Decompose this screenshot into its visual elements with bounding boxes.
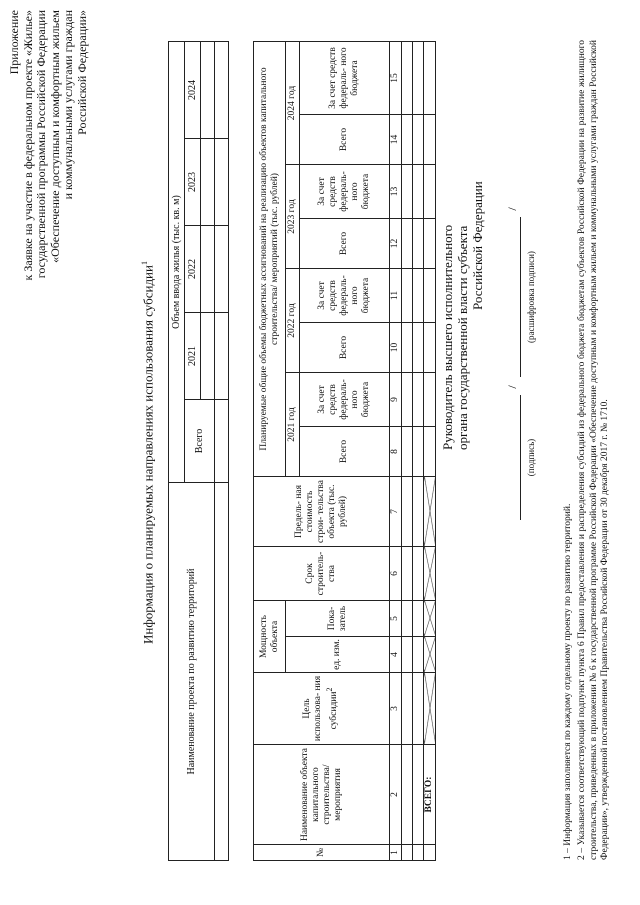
appendix-block	[8, 10, 89, 430]
page-title	[140, 0, 156, 905]
table-cell	[424, 427, 436, 477]
table-cell	[413, 637, 424, 673]
table-row	[402, 42, 413, 861]
table-cell	[402, 115, 413, 165]
appendix-line: государственной программы Российской Федерации	[34, 10, 48, 279]
table-cell	[413, 373, 424, 427]
budget-header: Планируемые общие объемы бюджетных ассигнований на реализацию объектов капитального строительства/ мероприятий (тыс. рублей)	[254, 42, 286, 477]
fed-header-2024: За счет средств федераль- ного бюджета	[300, 42, 390, 115]
housing-volume-table	[168, 41, 229, 861]
table-cell	[424, 373, 436, 427]
total-label: ВСЕГО:	[424, 745, 436, 845]
col-number: 8	[390, 427, 402, 477]
appendix-line: и коммунальными услугами граждан	[61, 10, 75, 200]
signature-caption: (подпись)	[526, 438, 536, 477]
num-header: №	[254, 845, 390, 861]
table-cell	[402, 427, 413, 477]
signature-title-line: Российской Федерации	[470, 181, 485, 310]
indicator-header: Пока- затель	[286, 601, 390, 637]
purpose-footnote-mark: 2	[325, 687, 335, 692]
table-cell	[402, 477, 413, 547]
signature-slash: /	[505, 385, 519, 389]
purpose-header	[254, 673, 390, 745]
table-cell	[413, 323, 424, 373]
table-cell	[413, 269, 424, 323]
table-cell	[413, 477, 424, 547]
col-number: 6	[390, 547, 402, 601]
project-name-cell	[215, 483, 229, 861]
table-cell	[402, 219, 413, 269]
cell-2024-value	[215, 42, 229, 139]
fed-header-2021: За счет средств федераль- ного бюджета	[300, 373, 390, 427]
year-group-2023: 2023 год	[286, 165, 300, 269]
table-cell	[424, 219, 436, 269]
crossed-cell	[424, 601, 436, 637]
appendix-line: Российской Федерации»	[74, 10, 89, 135]
cell-2022-value	[215, 226, 229, 313]
capacity-header: Мощность объекта	[254, 601, 286, 673]
col-number: 11	[390, 269, 402, 323]
title-text: Информация о планируемых направлениях использования субсидии	[140, 265, 156, 644]
table-cell	[402, 165, 413, 219]
fed-header-2023: За счет средств федераль- ного бюджета	[300, 165, 390, 219]
signature-title-line: Руководитель высшего исполнительного	[440, 224, 455, 450]
crossed-cell	[424, 477, 436, 547]
col-number: 4	[390, 637, 402, 673]
col-number: 3	[390, 673, 402, 745]
col-number: 9	[390, 373, 402, 427]
cell-2022	[201, 226, 215, 313]
appendix-line: к Заявке на участие в федеральном проекте «Жилье»	[20, 10, 35, 281]
table-cell	[424, 323, 436, 373]
cell-2023-value	[215, 139, 229, 226]
volume-total-header: Всего	[185, 400, 215, 483]
table-cell	[413, 115, 424, 165]
all-header-2024: Всего	[300, 115, 390, 165]
table-cell	[413, 165, 424, 219]
table-cell	[402, 745, 413, 845]
decoding-line	[520, 217, 521, 377]
table-cell	[402, 673, 413, 745]
crossed-cell	[424, 637, 436, 673]
table-cell	[413, 745, 424, 845]
table-cell	[413, 601, 424, 637]
fed-header-2022: За счет средств федераль- ного бюджета	[300, 269, 390, 323]
table-cell	[413, 219, 424, 269]
table-row	[413, 42, 424, 861]
all-header-2023: Всего	[300, 219, 390, 269]
table-cell	[402, 637, 413, 673]
unit-header: ед. изм.	[286, 637, 390, 673]
table-cell	[402, 42, 413, 115]
table-cell	[413, 42, 424, 115]
cell-2021	[201, 313, 215, 400]
table-cell	[424, 115, 436, 165]
table-cell	[402, 845, 413, 861]
table-cell	[402, 269, 413, 323]
col-number: 13	[390, 165, 402, 219]
cell-2021-value	[215, 313, 229, 400]
table-cell	[413, 547, 424, 601]
year-group-2022: 2022 год	[286, 269, 300, 373]
col-number: 7	[390, 477, 402, 547]
col-number: 10	[390, 323, 402, 373]
table-cell	[402, 323, 413, 373]
title-footnote-mark: 1	[140, 261, 149, 266]
col-number: 14	[390, 115, 402, 165]
table-cell	[402, 547, 413, 601]
cell-2024	[201, 42, 215, 139]
table-cell	[413, 427, 424, 477]
table-cell	[424, 42, 436, 115]
table-cell	[424, 845, 436, 861]
decoding-slash: /	[505, 207, 519, 211]
year-header-2021: 2021	[185, 313, 201, 400]
col-number: 5	[390, 601, 402, 637]
total-row	[424, 42, 436, 861]
volume-header: Объем ввода жилья (тыс. кв. м)	[169, 42, 185, 483]
cost-header: Предель- ная стоимость строи- тельства объекта (тыс. рублей)	[254, 477, 390, 547]
year-group-2021: 2021 год	[286, 373, 300, 477]
col-number: 2	[390, 745, 402, 845]
table-cell	[413, 845, 424, 861]
table-cell	[413, 673, 424, 745]
table-cell	[402, 373, 413, 427]
footnote-2: 2 – Указывается соответствующий подпункт пункта 6 Правил предоставления и распределения субсидий из федерального бюджета бюджетам субъектов Российской Федерации на развитие жилищного строительства, приведенных в приложении № 6 к государственной программе Российской Федерации «Обеспечение доступным и комфортным жильем и коммунальными услугами граждан Российской Федерации», утвержденной постановлением Правительства Российской Федерации от 30 декабря 2017 г. № 1710.	[577, 40, 610, 860]
year-group-2024: 2024 год	[286, 42, 300, 165]
col-number: 12	[390, 219, 402, 269]
all-header-2022: Всего	[300, 323, 390, 373]
term-header: Срок строитель- ства	[254, 547, 390, 601]
subsidy-directions-table	[253, 41, 436, 861]
table-cell	[424, 165, 436, 219]
cell-2023	[201, 139, 215, 226]
appendix-line: Приложение	[7, 10, 21, 75]
footnote-1: 1 – Информация заполняется по каждому отдельному проекту по развитию территорий.	[563, 503, 573, 860]
year-header-2024: 2024	[185, 42, 201, 139]
appendix-line: «Обеспечение доступным и комфортным жильем	[47, 10, 62, 263]
signature-title	[440, 130, 485, 450]
year-header-2022: 2022	[185, 226, 201, 313]
signature-line	[520, 395, 521, 520]
decoding-caption: (расшифровка подписи)	[526, 251, 536, 343]
year-header-2023: 2023	[185, 139, 201, 226]
signature-title-line: органа государственной власти субъекта	[455, 225, 470, 450]
object-name-header: Наименование объекта капитального строительства/ мероприятия	[254, 745, 390, 845]
purpose-header-text: Цель использова- ния субсидии	[302, 675, 340, 742]
crossed-cell	[424, 673, 436, 745]
table-cell	[402, 601, 413, 637]
all-header-2021: Всего	[300, 427, 390, 477]
col-number: 1	[390, 845, 402, 861]
project-name-header: Наименование проекта по развитию территорий	[169, 483, 215, 861]
volume-total-cell	[215, 400, 229, 483]
table-cell	[424, 269, 436, 323]
crossed-cell	[424, 547, 436, 601]
column-number-row	[390, 42, 402, 861]
col-number: 15	[390, 42, 402, 115]
